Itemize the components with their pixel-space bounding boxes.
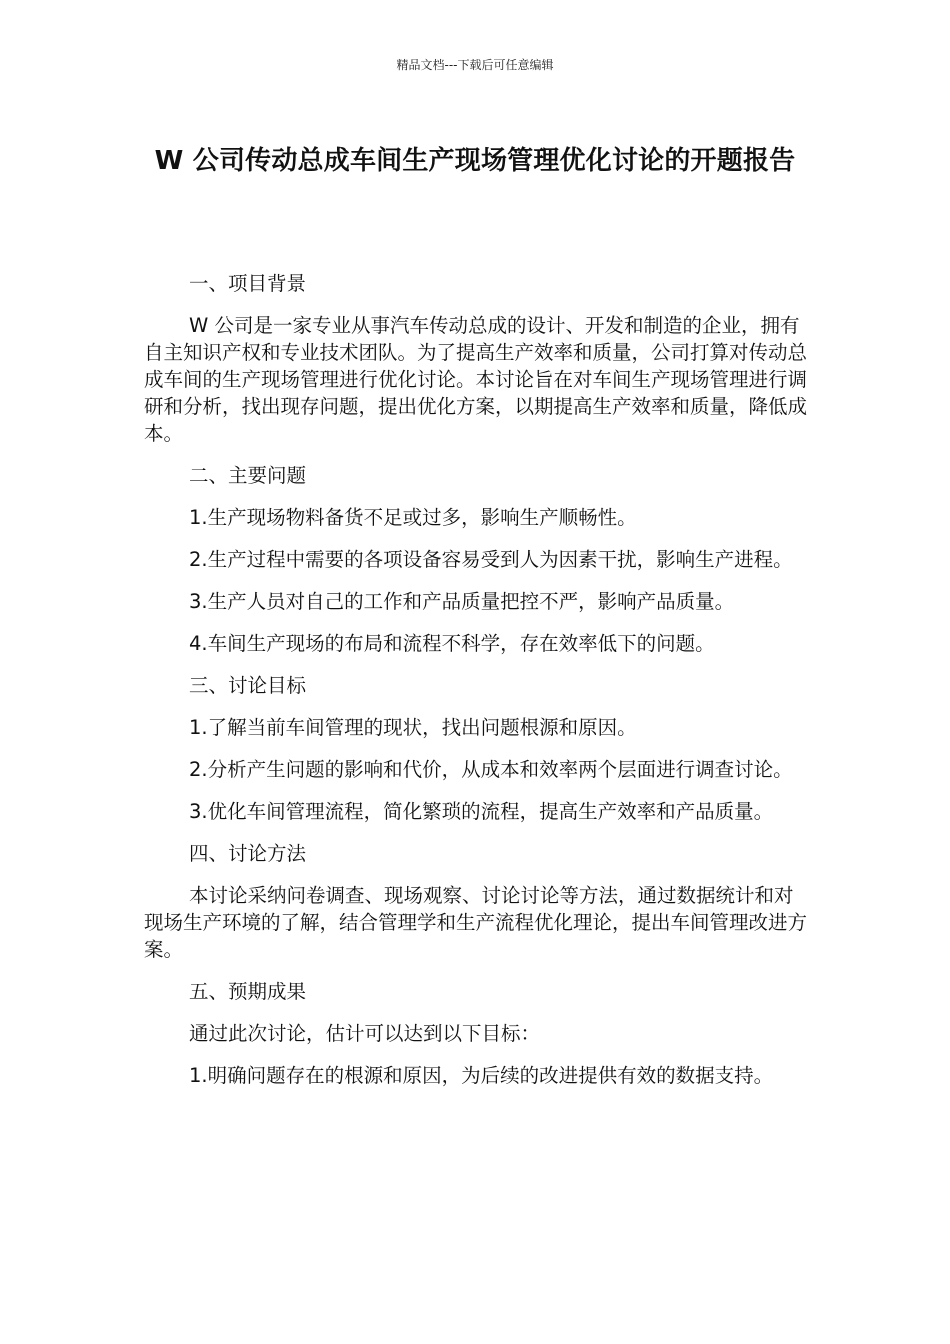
paragraph-outcomes-intro: 通过此次讨论，估计可以达到以下目标： <box>189 1022 541 1045</box>
outcome-item-1: 1.明确问题存在的根源和原因，为后续的改进提供有效的数据支持。 <box>189 1064 774 1087</box>
problem-item-1: 1.生产现场物料备货不足或过多，影响生产顺畅性。 <box>189 506 637 529</box>
section-heading-background: 一、项目背景 <box>189 272 307 295</box>
goal-item-2: 2.分析产生问题的影响和代价，从成本和效率两个层面进行调查讨论。 <box>189 758 793 781</box>
problem-item-3: 3.生产人员对自己的工作和产品质量把控不严，影响产品质量。 <box>189 590 735 613</box>
paragraph-background: W 公司是一家专业从事汽车传动总成的设计、开发和制造的企业，拥有自主知识产权和专业技术团队。为了提高生产效率和质量，公司打算对传动总成车间的生产现场管理进行优化讨论。本讨论旨在对车间生产现场管理进行调研和分析，找出现存问题，提出优化方案，以期提高生产效率和质量，降低成本。 <box>144 314 808 445</box>
paragraph-methods: 本讨论采纳问卷调查、现场观察、讨论讨论等方法，通过数据统计和对现场生产环境的了解，结合管理学和生产流程优化理论，提出车间管理改进方案。 <box>144 884 808 961</box>
section-heading-goals: 三、讨论目标 <box>189 674 307 697</box>
section-heading-problems: 二、主要问题 <box>189 464 307 487</box>
section-heading-methods: 四、讨论方法 <box>189 842 307 865</box>
document-body <box>144 270 809 1104</box>
goal-item-1: 1.了解当前车间管理的现状，找出问题根源和原因。 <box>189 716 637 739</box>
problem-item-2: 2.生产过程中需要的各项设备容易受到人为因素干扰，影响生产进程。 <box>189 548 793 571</box>
document-title: W 公司传动总成车间生产现场管理优化讨论的开题报告 <box>154 146 796 176</box>
goal-item-3: 3.优化车间管理流程，简化繁琐的流程，提高生产效率和产品质量。 <box>189 800 774 823</box>
section-heading-outcomes: 五、预期成果 <box>189 980 307 1003</box>
problem-item-4: 4.车间生产现场的布局和流程不科学，存在效率低下的问题。 <box>189 632 715 655</box>
header-note: 精品文档---下载后可任意编辑 <box>396 58 554 72</box>
